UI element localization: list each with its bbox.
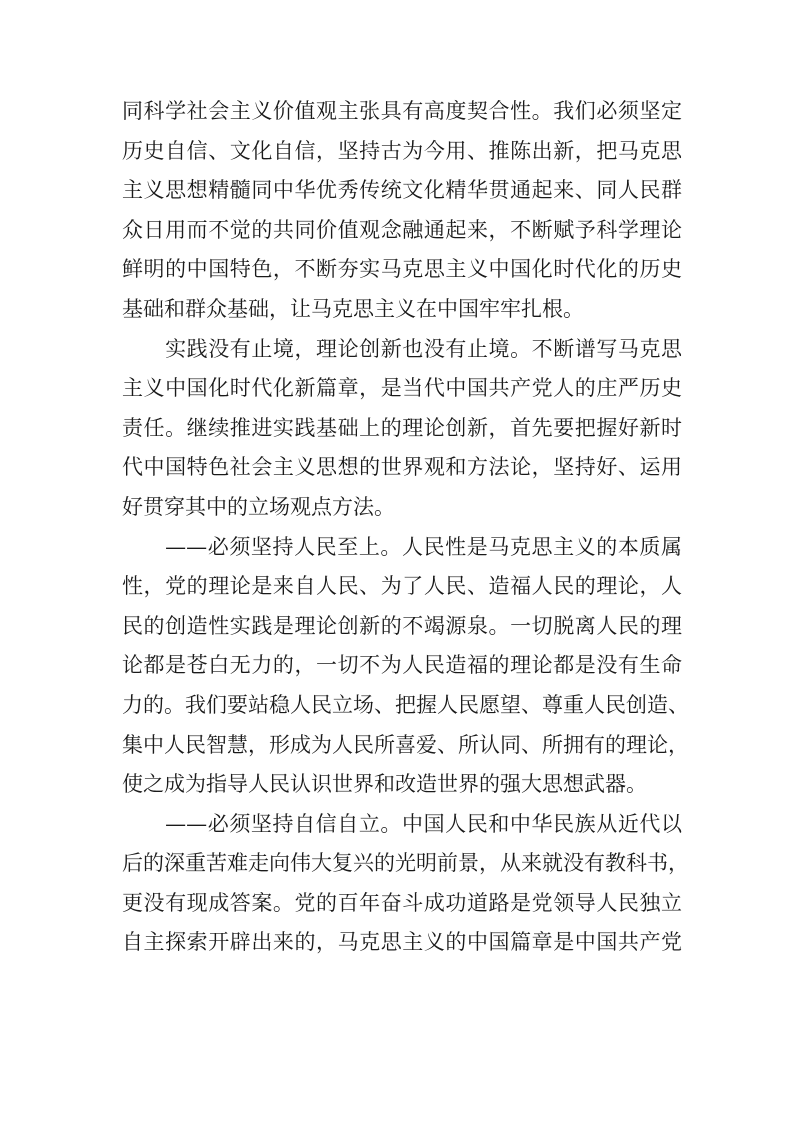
text-line: 自主探索开辟出来的，马克思主义的中国篇章是中国共产党 bbox=[122, 930, 682, 955]
text-line: 民的创造性实践是理论创新的不竭源泉。一切脱离人民的理 bbox=[122, 613, 682, 638]
text-line: 基础和群众基础，让马克思主义在中国牢牢扎根。 bbox=[122, 296, 584, 321]
text-line: 集中人民智慧，形成为人民所喜爱、所认同、所拥有的理论， bbox=[122, 732, 689, 757]
text-line: 同科学社会主义价值观主张具有高度契合性。我们必须坚定 bbox=[122, 99, 682, 123]
text-line: 责任。继续推进实践基础上的理论创新，首先要把握好新时 bbox=[122, 415, 682, 440]
text-line: 力的。我们要站稳人民立场、把握人民愿望、尊重人民创造、 bbox=[122, 692, 689, 717]
text-line: 好贯穿其中的立场观点方法。 bbox=[122, 494, 395, 519]
text-line: ——必须坚持自信自立。中国人民和中华民族从近代以 bbox=[122, 811, 682, 836]
text-line: 后的深重苦难走向伟大复兴的光明前景，从来就没有教科书， bbox=[122, 851, 689, 876]
text-line: 实践没有止境，理论创新也没有止境。不断谱写马克思 bbox=[122, 336, 682, 361]
text-line: 历史自信、文化自信，坚持古为今用、推陈出新，把马克思 bbox=[122, 138, 682, 163]
body-text bbox=[122, 92, 689, 963]
text-line: 主义思想精髓同中华优秀传统文化精华贯通起来、同人民群 bbox=[122, 178, 682, 203]
text-line: 论都是苍白无力的，一切不为人民造福的理论都是没有生命 bbox=[122, 653, 682, 678]
text-line: ——必须坚持人民至上。人民性是马克思主义的本质属 bbox=[122, 534, 682, 559]
text-line: 鲜明的中国特色，不断夯实马克思主义中国化时代化的历史 bbox=[122, 257, 682, 282]
text-line: 众日用而不觉的共同价值观念融通起来，不断赋予科学理论 bbox=[122, 217, 682, 242]
text-line: 更没有现成答案。党的百年奋斗成功道路是党领导人民独立 bbox=[122, 890, 682, 915]
text-line: 使之成为指导人民认识世界和改造世界的强大思想武器。 bbox=[122, 772, 647, 797]
text-line: 代中国特色社会主义思想的世界观和方法论，坚持好、运用 bbox=[122, 455, 682, 480]
text-line: 性，党的理论是来自人民、为了人民、造福人民的理论，人 bbox=[122, 574, 682, 599]
text-line: 主义中国化时代化新篇章，是当代中国共产党人的庄严历史 bbox=[122, 376, 682, 401]
